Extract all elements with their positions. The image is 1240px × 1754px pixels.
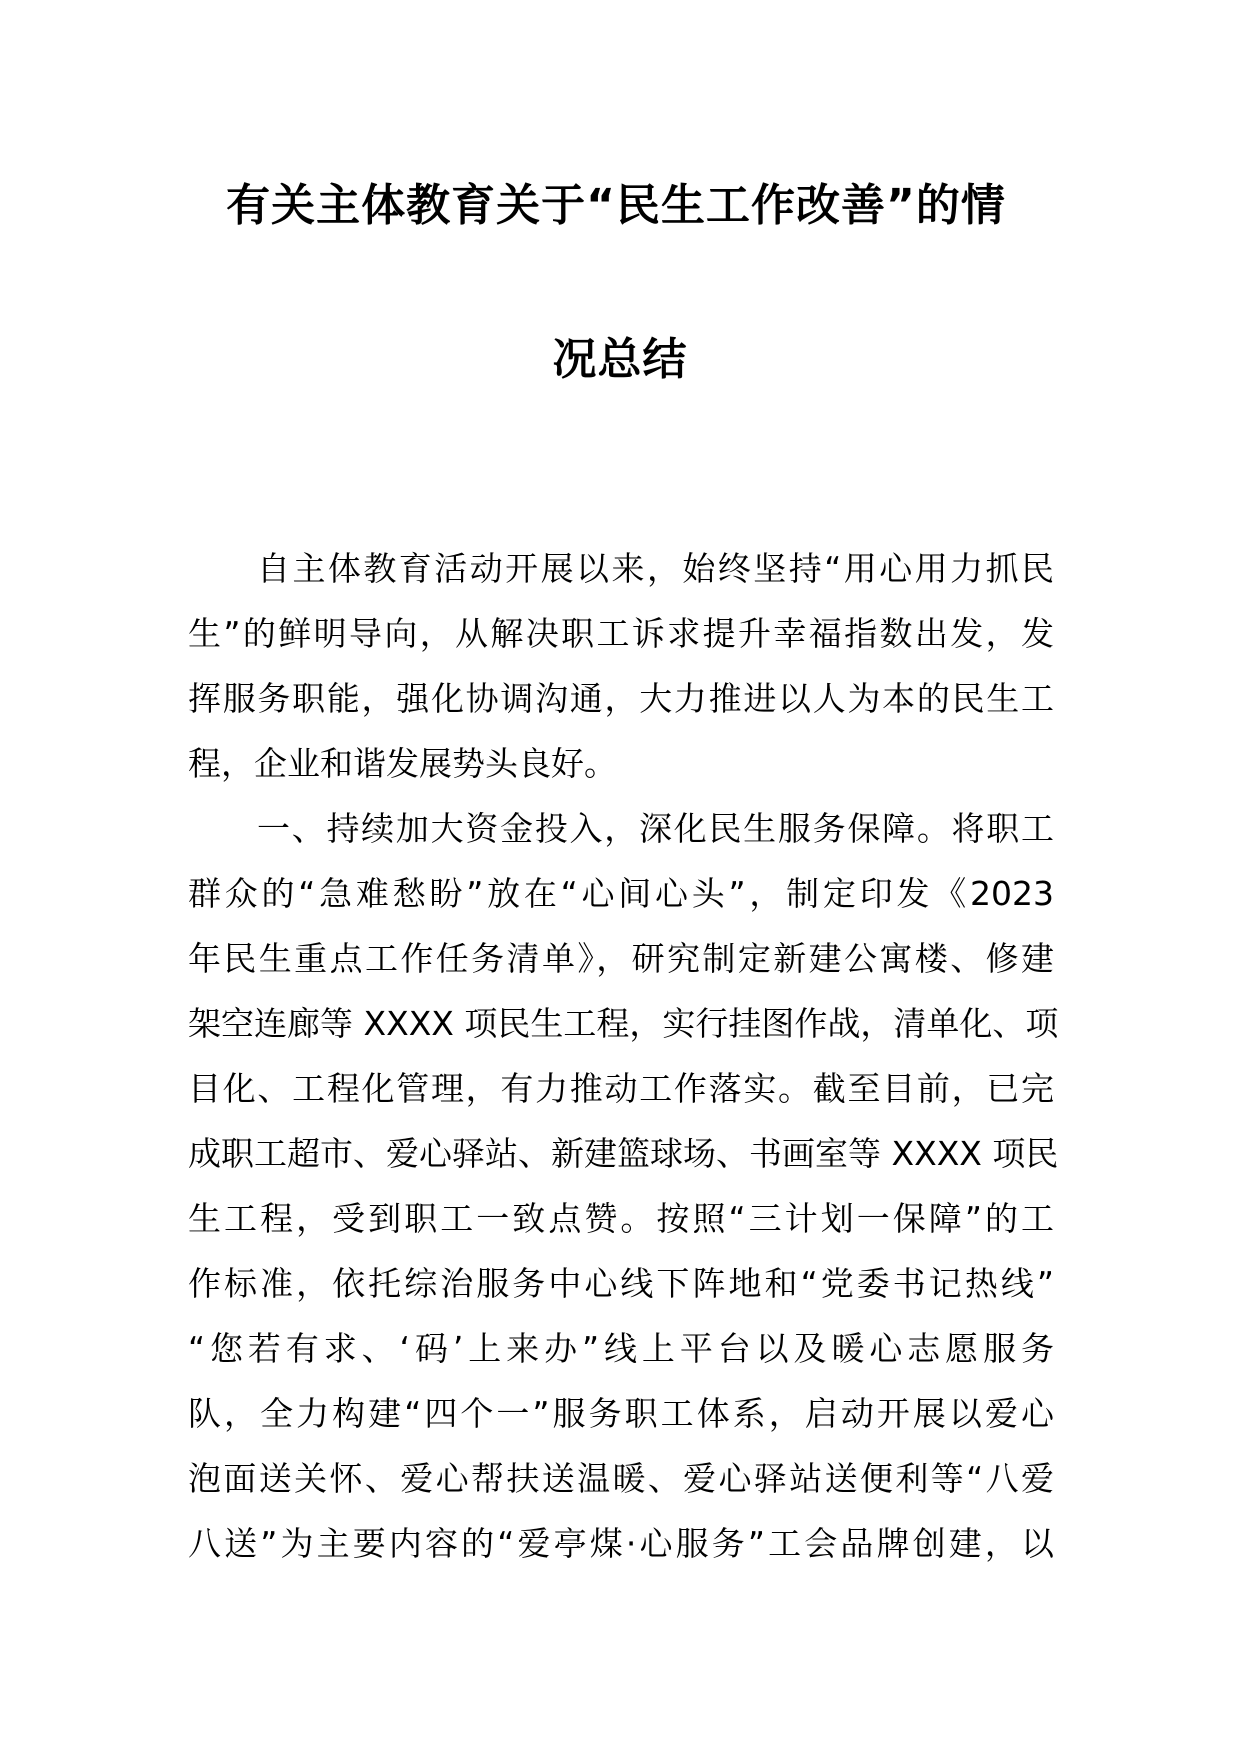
body-line: 年民生重点工作任务清单》，研究制定新建公寓楼、修建 [188, 939, 1054, 978]
body-line: 架空连廊等 XXXX 项民生工程，实行挂图作战，清单化、项 [188, 1004, 1059, 1043]
body-line: 成职工超市、爱心驿站、新建篮球场、书画室等 XXXX 项民 [188, 1134, 1059, 1173]
body-line: 泡面送关怀、爱心帮扶送温暖、爱心驿站送便利等“八爱 [188, 1459, 1054, 1498]
body-line: 程，企业和谐发展势头良好。 [188, 744, 617, 783]
body-line: 八送”为主要内容的“爱亭煤·心服务”工会品牌创建，以 [188, 1524, 1054, 1563]
body-line: 队，全力构建“四个一”服务职工体系，启动开展以爱心 [188, 1394, 1054, 1433]
title-line-2: 况总结 [552, 334, 688, 385]
body-line: 自主体教育活动开展以来，始终坚持“用心用力抓民 [257, 549, 1054, 588]
body-line: 生”的鲜明导向，从解决职工诉求提升幸福指数出发，发 [188, 614, 1054, 653]
body-line: 作标准，依托综治服务中心线下阵地和“党委书记热线” [188, 1264, 1054, 1303]
body-line: 目化、工程化管理，有力推动工作落实。截至目前，已完 [188, 1069, 1054, 1108]
body-line: 一、持续加大资金投入，深化民生服务保障。将职工 [257, 809, 1054, 848]
body-line: 挥服务职能，强化协调沟通，大力推进以人为本的民生工 [188, 679, 1054, 718]
title-line-1: 有关主体教育关于“民生工作改善”的情 [226, 180, 1006, 231]
document-body [188, 536, 1059, 1576]
document-title [180, 170, 1060, 396]
body-line: 生工程，受到职工一致点赞。按照“三计划一保障”的工 [188, 1199, 1054, 1238]
body-line: 群众的“急难愁盼”放在“心间心头”，制定印发《2023 [188, 874, 1054, 913]
body-line: “您若有求、‘码’上来办”线上平台以及暖心志愿服务 [188, 1329, 1054, 1368]
